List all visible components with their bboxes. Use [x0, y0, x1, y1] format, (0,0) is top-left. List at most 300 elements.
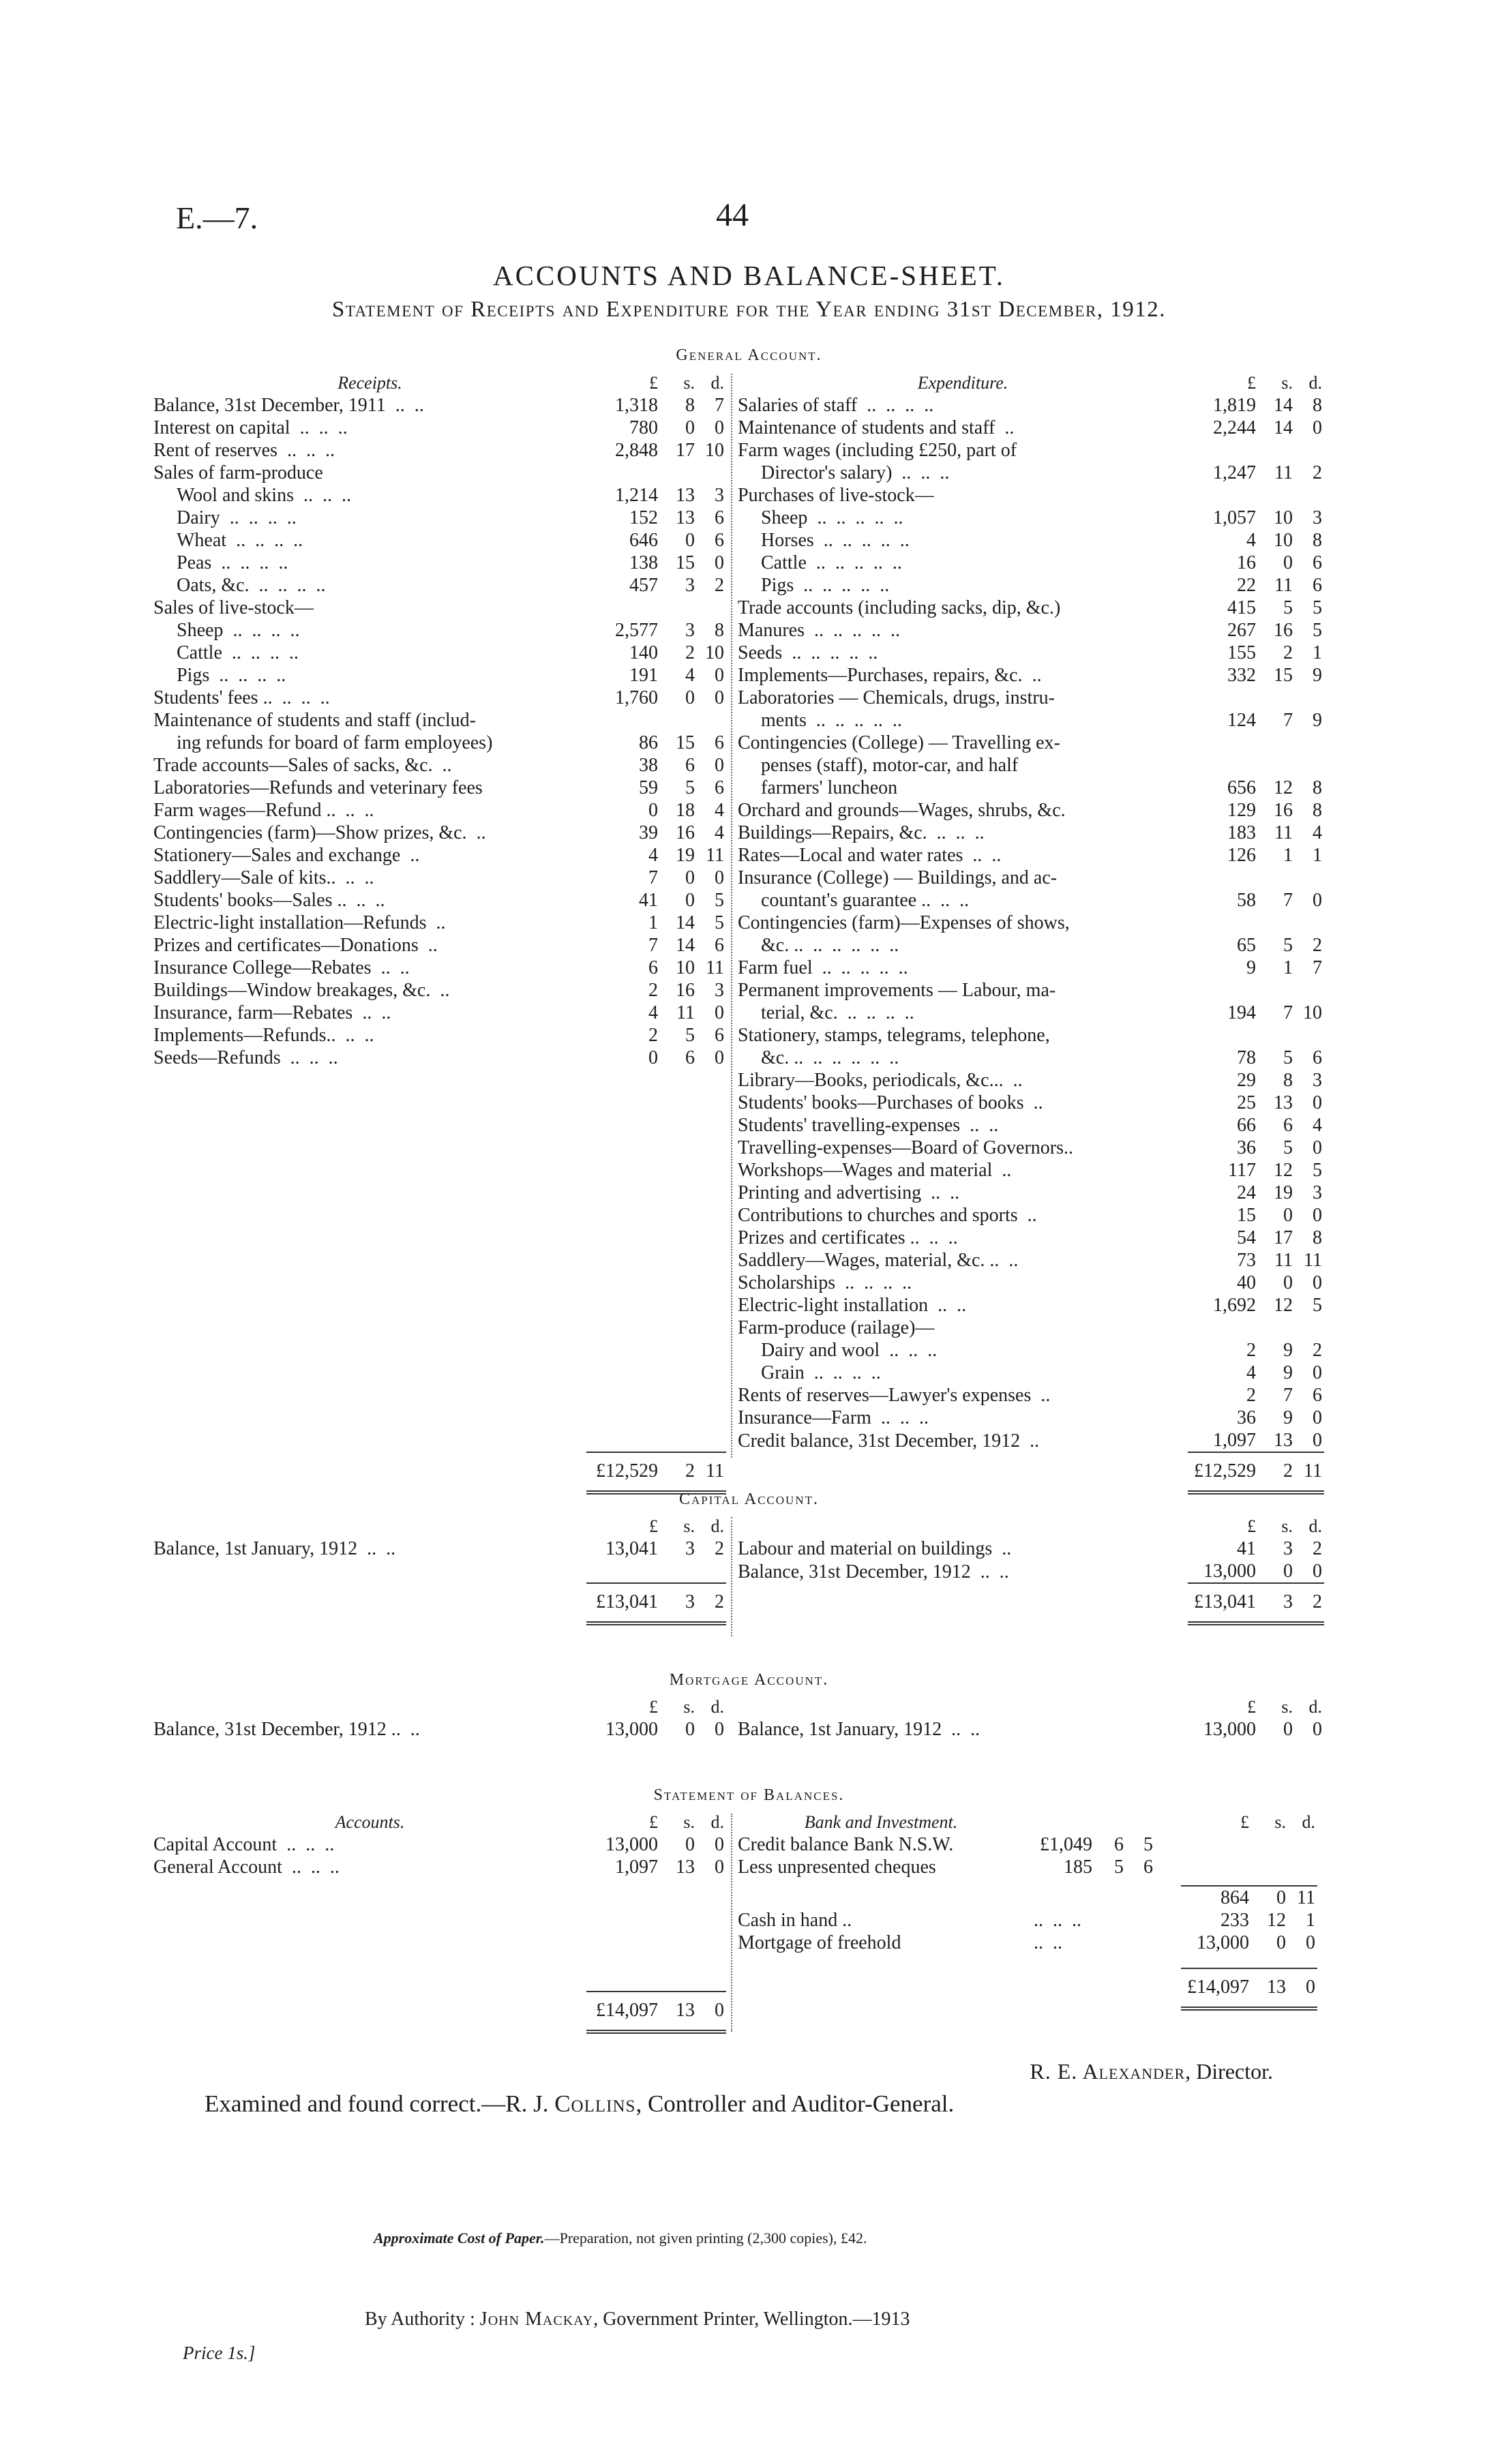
- pounds-header: £: [649, 373, 658, 393]
- spacer-cell: [699, 1249, 726, 1272]
- shillings-header: s.: [1281, 373, 1293, 393]
- shillings-value: 6: [685, 1047, 695, 1068]
- audit-text: Examined and found correct.—R. J.: [205, 2090, 555, 2117]
- line-item-label: Peas: [177, 552, 212, 573]
- pence-value: 10: [1303, 1002, 1322, 1023]
- pence-value: 6: [1313, 1047, 1322, 1068]
- leader-dots: .. .. ..: [1024, 1910, 1081, 1931]
- table-row: [738, 552, 1324, 574]
- line-item-description: [738, 529, 1188, 552]
- spacer-cell: [665, 1272, 699, 1294]
- shillings-value: [665, 597, 699, 619]
- shillings-value: 10: [676, 957, 695, 978]
- line-item-label: Sheep: [177, 620, 224, 641]
- spacer-cell: [699, 1092, 726, 1114]
- column-header-row: [153, 372, 726, 394]
- leader-dots: ..: [1031, 1385, 1051, 1406]
- line-item-description: [738, 754, 1188, 777]
- spacer-row: [153, 1249, 726, 1272]
- shillings-value: [1263, 867, 1297, 889]
- leader-dots: ..: [999, 1250, 1019, 1271]
- sub-total-rule-row: [738, 1878, 1317, 1886]
- pence-value: [699, 709, 726, 732]
- line-item-label: Capital Account: [153, 1834, 278, 1855]
- table-row: [153, 1833, 726, 1856]
- shillings-value: 7: [1283, 710, 1293, 731]
- mortgage-credit-table: [738, 1696, 1324, 1741]
- table-row: [153, 1718, 726, 1741]
- line-item-label: Contributions to churches and sports: [738, 1205, 1018, 1226]
- pounds-value: 2: [1246, 1385, 1256, 1406]
- line-item-label: Electric-light installation: [738, 1295, 929, 1316]
- line-item-label: Trade accounts—Sales of sacks, &c.: [153, 755, 433, 776]
- line-item-label: Cash in hand ..: [738, 1910, 852, 1931]
- leader-dots: .. ..: [931, 890, 970, 911]
- imprint-prefix: By Authority :: [365, 2309, 480, 2330]
- line-item-description: [153, 1002, 586, 1024]
- shillings-value: 0: [685, 890, 695, 911]
- column-header-row: [738, 1515, 1324, 1537]
- line-item-description: [738, 1294, 1188, 1317]
- pence-value: 0: [715, 1857, 724, 1878]
- column-divider: [731, 1517, 732, 1636]
- spacer-cell: [1099, 1909, 1128, 1932]
- pence-value: 8: [1313, 530, 1322, 551]
- pence-value: 2: [1313, 1538, 1322, 1559]
- spacer-cell: [153, 1317, 586, 1339]
- shillings-value: 16: [1274, 620, 1293, 641]
- spacer-cell: [1099, 1968, 1128, 1998]
- general-receipts-table: [153, 372, 726, 1494]
- line-item-label: ing refunds for board of farm employees): [177, 732, 493, 753]
- spacer-cell: [699, 1339, 726, 1362]
- line-item-description: [153, 709, 586, 732]
- line-item-description: [153, 844, 586, 867]
- line-item-description: [738, 732, 1188, 754]
- table-row: [153, 1537, 726, 1560]
- total-row: [738, 1583, 1324, 1613]
- pounds-value: 39: [639, 822, 658, 843]
- line-item-description: [153, 664, 586, 687]
- table-row: [738, 439, 1324, 462]
- spacer-cell: [153, 1204, 586, 1227]
- table-row: [153, 709, 726, 732]
- line-item-label: Sales of live-stock—: [153, 597, 314, 618]
- shillings-value: 3: [685, 575, 695, 596]
- line-item-label: Students' books—Purchases of books: [738, 1092, 1024, 1113]
- total-pounds: £14,097: [1181, 1968, 1256, 1998]
- director-title: , Director.: [1185, 2059, 1273, 2084]
- pounds-value: 86: [639, 732, 658, 753]
- table-row: [738, 597, 1324, 619]
- pence-value: 0: [1313, 1205, 1322, 1226]
- leader-dots: .. .. .. ..: [209, 665, 286, 686]
- spacer-cell: [665, 1182, 699, 1204]
- table-row: [738, 687, 1324, 709]
- leader-dots: .. ..: [960, 1115, 999, 1136]
- rule-cell: [1181, 1878, 1256, 1886]
- pence-value: [1297, 979, 1324, 1002]
- spacer-cell: [1024, 1886, 1099, 1909]
- spacer-cell: [1181, 1856, 1256, 1878]
- line-item-description: [738, 1249, 1188, 1272]
- spacer-row: [153, 1294, 726, 1317]
- line-item-label: Electric-light installation—Refunds: [153, 912, 427, 933]
- shillings-value: [1263, 1024, 1297, 1047]
- leader-dots: .. .. ..: [293, 485, 351, 506]
- column-heading: Bank and Investment.: [804, 1812, 958, 1832]
- table-row: [738, 1537, 1324, 1560]
- line-item-label: Cattle: [761, 552, 807, 573]
- leader-dots: .. ..: [921, 1182, 960, 1203]
- pence-value: 0: [1313, 1092, 1322, 1113]
- spacer-cell: [699, 1317, 726, 1339]
- pence-value: 0: [1313, 1272, 1322, 1293]
- total-row: [153, 1992, 726, 2022]
- table-row: [153, 1024, 726, 1047]
- line-item-label: Less unpresented cheques: [738, 1857, 936, 1878]
- table-row: [738, 957, 1324, 979]
- line-item-label: Buildings—Repairs, &c.: [738, 822, 927, 843]
- table-row: [738, 912, 1324, 934]
- spacer-row: [153, 1407, 726, 1429]
- pence-value: 0: [715, 1047, 724, 1068]
- line-item-description: [738, 1069, 1188, 1092]
- shillings-value: 3: [685, 1538, 695, 1559]
- leader-dots: .. .. .. .. ..: [813, 530, 910, 551]
- table-row: [153, 957, 726, 979]
- spacer-row: [738, 1954, 1317, 1968]
- spacer-cell: [1181, 1833, 1256, 1856]
- table-row: [153, 529, 726, 552]
- table-row: [153, 507, 726, 529]
- table-row: [738, 1204, 1324, 1227]
- pence-value: 3: [1313, 1182, 1322, 1203]
- pounds-value: [1188, 754, 1263, 777]
- line-item-label: Cattle: [177, 642, 222, 663]
- line-item-description: [738, 1317, 1188, 1339]
- table-row: [738, 1159, 1324, 1182]
- spacer-cell: [153, 1069, 586, 1092]
- pounds-value: 15: [1237, 1205, 1256, 1226]
- leader-dots: .. ..: [928, 1295, 967, 1316]
- total-shillings: 2: [1263, 1452, 1297, 1482]
- spacer-cell: [153, 1294, 586, 1317]
- line-item-label: Contingencies (farm)—Show prizes, &c.: [153, 822, 467, 843]
- pounds-value: 54: [1237, 1227, 1256, 1248]
- spacer-cell: [1128, 1968, 1155, 1998]
- table-row: [738, 889, 1324, 912]
- pence-value: 3: [715, 980, 724, 1001]
- shillings-value: 8: [685, 395, 695, 416]
- pounds-value: 138: [629, 552, 658, 573]
- line-item-description: [153, 912, 586, 934]
- spacer-cell: [586, 1968, 665, 1992]
- pence-value: 5: [1143, 1834, 1153, 1855]
- spacer-row: [153, 1560, 726, 1583]
- leader-dots: ..: [432, 755, 452, 776]
- spacer-row: [153, 1317, 726, 1339]
- line-item-label: Wool and skins: [177, 485, 294, 506]
- total-shillings: 13: [665, 1992, 699, 2022]
- line-item-label: Purchases of live-stock—: [738, 485, 934, 506]
- pounds-value: [586, 709, 665, 732]
- general-expenditure-table: [738, 372, 1324, 1494]
- total-pence: 0: [699, 1992, 726, 2022]
- leader-dots: .. .. .. .. ..: [803, 935, 899, 956]
- spacer-cell: [699, 1227, 726, 1249]
- line-item-description: [153, 732, 586, 754]
- total-pence: 2: [1297, 1583, 1324, 1613]
- pounds-value: 1,057: [1213, 507, 1256, 528]
- column-heading: Receipts.: [338, 373, 402, 393]
- pounds-value: 126: [1227, 845, 1256, 866]
- line-item-description: [153, 1718, 586, 1741]
- pounds-value: 124: [1227, 710, 1256, 731]
- spacer-cell: [153, 1137, 586, 1159]
- leader-dots: .. .. .. ..: [837, 1002, 914, 1023]
- leader-dots: .. .. ..: [892, 462, 950, 483]
- pounds-value: 415: [1227, 597, 1256, 618]
- balances-bank-table: [738, 1811, 1317, 2011]
- line-item-label: Workshops—Wages and material: [738, 1160, 993, 1181]
- pounds-value: 0: [648, 1047, 658, 1068]
- spacer-cell: [699, 1069, 726, 1092]
- page-title: ACCOUNTS AND BALANCE-SHEET.: [492, 260, 1006, 291]
- spacer-cell: [665, 1923, 699, 1946]
- pence-value: [1297, 484, 1324, 507]
- pounds-value: 40: [1237, 1272, 1256, 1293]
- line-item-description: [738, 394, 1188, 417]
- spacer-cell: [738, 1954, 1024, 1968]
- capital-debit-table: [153, 1515, 726, 1625]
- shillings-value: 10: [1274, 507, 1293, 528]
- line-item-label: Credit balance Bank N.S.W.: [738, 1834, 954, 1855]
- line-item-label: Contingencies (College) — Travelling ex-: [738, 732, 1060, 753]
- table-row: [153, 844, 726, 867]
- pence-value: 5: [715, 912, 724, 933]
- shillings-value: 16: [676, 980, 695, 1001]
- pence-value: 6: [715, 935, 724, 956]
- leader-dots: ..: [1020, 1430, 1040, 1452]
- shillings-value: 5: [685, 777, 695, 798]
- pence-value: 0: [1313, 890, 1322, 911]
- table-row: [738, 529, 1324, 552]
- pounds-value: 233: [1220, 1910, 1249, 1931]
- table-row: [738, 1069, 1324, 1092]
- pounds-value: 1,097: [1213, 1430, 1256, 1451]
- spacer-cell: [153, 1114, 586, 1137]
- line-item-label: Maintenance of students and staff: [738, 417, 995, 438]
- pounds-value: 29: [1237, 1070, 1256, 1091]
- pounds-value: 65: [1237, 935, 1256, 956]
- line-item-description: [738, 1362, 1188, 1384]
- pounds-value: 191: [629, 665, 658, 686]
- pounds-value: 66: [1237, 1115, 1256, 1136]
- table-row: [738, 1384, 1324, 1407]
- spacer-cell: [1024, 1968, 1099, 1998]
- pounds-value: 13,000: [605, 1834, 658, 1855]
- line-item-description: [738, 1092, 1188, 1114]
- pounds-value: 1,318: [615, 395, 658, 416]
- table-row: [153, 732, 726, 754]
- imprint-suffix: , Government Printer, Wellington.—1913: [593, 2309, 910, 2330]
- auditor-name: Collins: [554, 2090, 636, 2117]
- line-item-label: Wheat: [177, 530, 227, 551]
- pence-value: 5: [1313, 620, 1322, 641]
- shillings-value: 2: [685, 642, 695, 663]
- spacer-cell: [738, 1998, 1024, 2009]
- spacer-cell: [665, 1339, 699, 1362]
- pence-value: 7: [715, 395, 724, 416]
- spacer-cell: [1256, 1856, 1290, 1878]
- spacer-cell: [586, 1182, 665, 1204]
- double-rule-row: [153, 1613, 726, 1623]
- spacer-cell: [586, 1339, 665, 1362]
- line-item-label: Farm wages (including £250, part of: [738, 440, 1017, 461]
- pounds-value: 185: [1064, 1857, 1092, 1878]
- table-row: [153, 552, 726, 574]
- line-item-description: [153, 462, 586, 484]
- shillings-value: 5: [1283, 935, 1293, 956]
- line-item-label: farmers' luncheon: [761, 777, 898, 798]
- leader-dots: ..: [426, 912, 446, 933]
- table-row: [153, 867, 726, 889]
- pounds-value: 183: [1227, 822, 1256, 843]
- shillings-value: 0: [1276, 1932, 1286, 1953]
- pence-value: [699, 597, 726, 619]
- table-row: [738, 1024, 1324, 1047]
- pounds-value: [586, 462, 665, 484]
- auditor-title: , Controller and Auditor-General.: [635, 2090, 955, 2117]
- pounds-value: [1188, 912, 1263, 934]
- director-name: R. E. Alexander: [1030, 2059, 1186, 2084]
- spacer-cell: [153, 1362, 586, 1384]
- pence-header: d.: [710, 1812, 724, 1832]
- pence-value: [1297, 1024, 1324, 1047]
- pounds-value: 656: [1227, 777, 1256, 798]
- net-bank-row: [738, 1886, 1317, 1909]
- leader-dots: ..: [1022, 665, 1042, 686]
- shillings-value: 16: [676, 822, 695, 843]
- line-item-description: [738, 1047, 1188, 1069]
- mortgage-account-title: Mortgage Account.: [669, 1671, 829, 1689]
- spacer-cell: [153, 1092, 586, 1114]
- table-row: [738, 1294, 1324, 1317]
- pounds-value: 36: [1237, 1407, 1256, 1428]
- shillings-value: [665, 709, 699, 732]
- leader-dots: ..: [1017, 1205, 1037, 1226]
- leader-dots: .. .. ..: [280, 1047, 338, 1068]
- rule-cell: [699, 2022, 726, 2032]
- pence-value: 8: [1313, 777, 1322, 798]
- spacer-cell: [1155, 1833, 1181, 1856]
- total-shillings: 2: [665, 1452, 699, 1482]
- table-row: [738, 1272, 1324, 1294]
- spacer-row: [153, 1227, 726, 1249]
- leader-dots: ..: [1023, 1092, 1043, 1113]
- spacer-cell: [153, 1159, 586, 1182]
- spacer-cell: [665, 1159, 699, 1182]
- shillings-value: 19: [1274, 1182, 1293, 1203]
- line-item-description: [738, 1159, 1188, 1182]
- line-item-description: [738, 889, 1188, 912]
- pounds-value: 38: [639, 755, 658, 776]
- table-row: [738, 462, 1324, 484]
- line-item-description: [153, 484, 586, 507]
- leader-dots: .. ..: [919, 1227, 958, 1248]
- spacer-cell: [665, 1204, 699, 1227]
- pounds-value: 2,848: [615, 440, 658, 461]
- pence-value: 6: [1143, 1857, 1153, 1878]
- spacer-row: [153, 1878, 726, 1901]
- pounds-value: 1,247: [1213, 462, 1256, 483]
- spacer-cell: [665, 1137, 699, 1159]
- pence-value: 0: [1313, 1719, 1322, 1740]
- shillings-value: 0: [685, 417, 695, 438]
- pence-value: 8: [715, 620, 724, 641]
- line-item-label: General Account: [153, 1857, 282, 1878]
- table-row: [738, 1932, 1317, 1954]
- shillings-value: 0: [1276, 1887, 1286, 1908]
- spacer-cell: [153, 1407, 586, 1429]
- spacer-cell: [586, 1294, 665, 1317]
- rule-cell: [1256, 1998, 1290, 2009]
- pounds-value: 117: [1228, 1160, 1256, 1181]
- shillings-value: 14: [1274, 417, 1293, 438]
- pence-value: 0: [1313, 417, 1322, 438]
- spacer-cell: [665, 1362, 699, 1384]
- pounds-value: 1,097: [615, 1857, 658, 1878]
- pounds-value: 22: [1237, 575, 1256, 596]
- shillings-value: 7: [1283, 890, 1293, 911]
- line-item-description: [738, 574, 1188, 597]
- pounds-value: 2: [1246, 1340, 1256, 1361]
- rule-cell: [153, 2022, 586, 2032]
- pence-value: 0: [1313, 1137, 1322, 1158]
- line-item-label: Travelling-expenses—Board of Governors..: [738, 1137, 1073, 1158]
- pence-value: 2: [715, 1538, 724, 1559]
- table-row: [738, 1249, 1324, 1272]
- pence-value: 6: [715, 1025, 724, 1046]
- spacer-cell: [1128, 1878, 1155, 1886]
- shillings-value: [1263, 912, 1297, 934]
- spacer-cell: [1155, 1856, 1181, 1878]
- table-row: [153, 979, 726, 1002]
- spacer-cell: [1024, 1811, 1099, 1833]
- table-row: [738, 799, 1324, 822]
- table-row: [153, 1047, 726, 1069]
- pence-value: 11: [1297, 1887, 1315, 1908]
- spacer-cell: [586, 1317, 665, 1339]
- shillings-value: 9: [1283, 1362, 1293, 1383]
- table-row: [738, 417, 1324, 439]
- spacer-cell: [665, 1092, 699, 1114]
- rule-cell: [586, 2022, 665, 2032]
- line-item-description: [153, 889, 586, 912]
- rule-cell: [1263, 1613, 1297, 1623]
- cost-text: —Preparation, not given printing (2,300 copies), £42.: [544, 2229, 867, 2247]
- leader-dots: ..: [400, 845, 420, 866]
- shillings-value: 5: [1283, 597, 1293, 618]
- spacer-cell: [699, 1968, 726, 1992]
- table-row: [153, 1002, 726, 1024]
- table-row: [738, 1047, 1324, 1069]
- spacer-cell: [586, 1362, 665, 1384]
- pounds-value: 13,000: [1197, 1932, 1249, 1953]
- spacer-row: [153, 1384, 726, 1407]
- line-item-description: [153, 1833, 586, 1856]
